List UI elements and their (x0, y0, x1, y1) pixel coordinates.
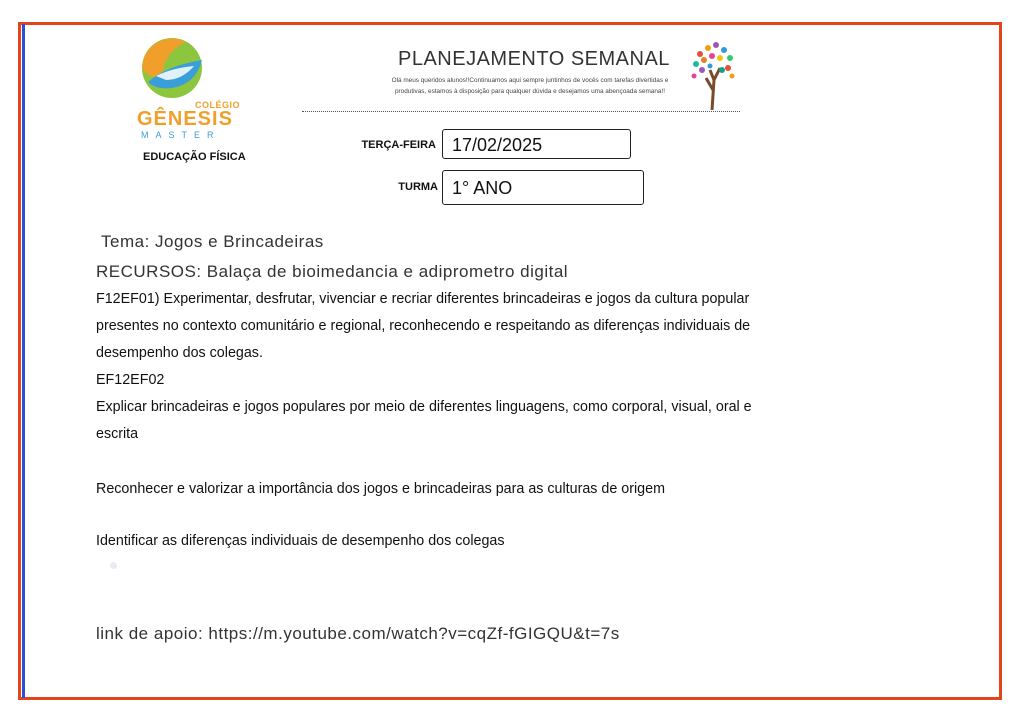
objective-2-line-2: escrita (96, 426, 139, 442)
tema-text: Tema: Jogos e Brincadeiras (101, 232, 324, 251)
day-label: TERÇA-FEIRA (361, 139, 436, 151)
logo-emblem-icon (136, 36, 208, 100)
title-divider (302, 111, 740, 112)
objective-4-text: Identificar as diferenças individuais de desempenho dos colegas (96, 533, 505, 549)
recursos-text: RECURSOS: Balaça de bioimedancia e adiprometro digital (96, 262, 569, 281)
class-label: TURMA (398, 181, 438, 193)
class-field[interactable]: 1° ANO (442, 170, 644, 205)
page-title: PLANEJAMENTO SEMANAL (398, 48, 670, 70)
objective-1-line-3: desempenho dos colegas. (96, 345, 263, 361)
tree-icon (688, 40, 738, 110)
support-link[interactable]: link de apoio: https://m.youtube.com/watch?v=cqZf-fGIGQU&t=7s (96, 624, 620, 643)
accent-bar (22, 24, 25, 698)
objective-2-code: EF12EF02 (96, 372, 165, 388)
objective-1-line-1: F12EF01) Experimentar, desfrutar, vivenciar e recriar diferentes brincadeiras e jogos da cultura popular (96, 291, 750, 307)
objective-1-line-2: presentes no contexto comunitário e regional, reconhecendo e respeitando as diferenças individuais de (96, 318, 751, 334)
logo-colegio-text: COLÉGIO (195, 100, 241, 110)
objective-2-line-1: Explicar brincadeiras e jogos populares por meio de diferentes linguagens, como corporal, visual, oral e (96, 399, 752, 415)
bullet-dot (110, 562, 117, 569)
logo-master-text: MASTER (141, 130, 221, 140)
school-logo (133, 36, 241, 144)
objective-3-text: Reconhecer e valorizar a importância dos jogos e brincadeiras para as culturas de origem (96, 481, 665, 497)
date-field[interactable]: 17/02/2025 (442, 129, 631, 159)
subject-label: EDUCAÇÃO FÍSICA (143, 151, 246, 163)
page-subtitle: Olá meus queridos alunos!!Continuamos aqui sempre juntinhos de vocês com tarefas divertidas e produtivas, estamos à disposição para qualquer dúvida e desejamos uma abençoada semana!! (391, 77, 669, 95)
logo-genesis-text: GÊNESIS (137, 108, 233, 130)
